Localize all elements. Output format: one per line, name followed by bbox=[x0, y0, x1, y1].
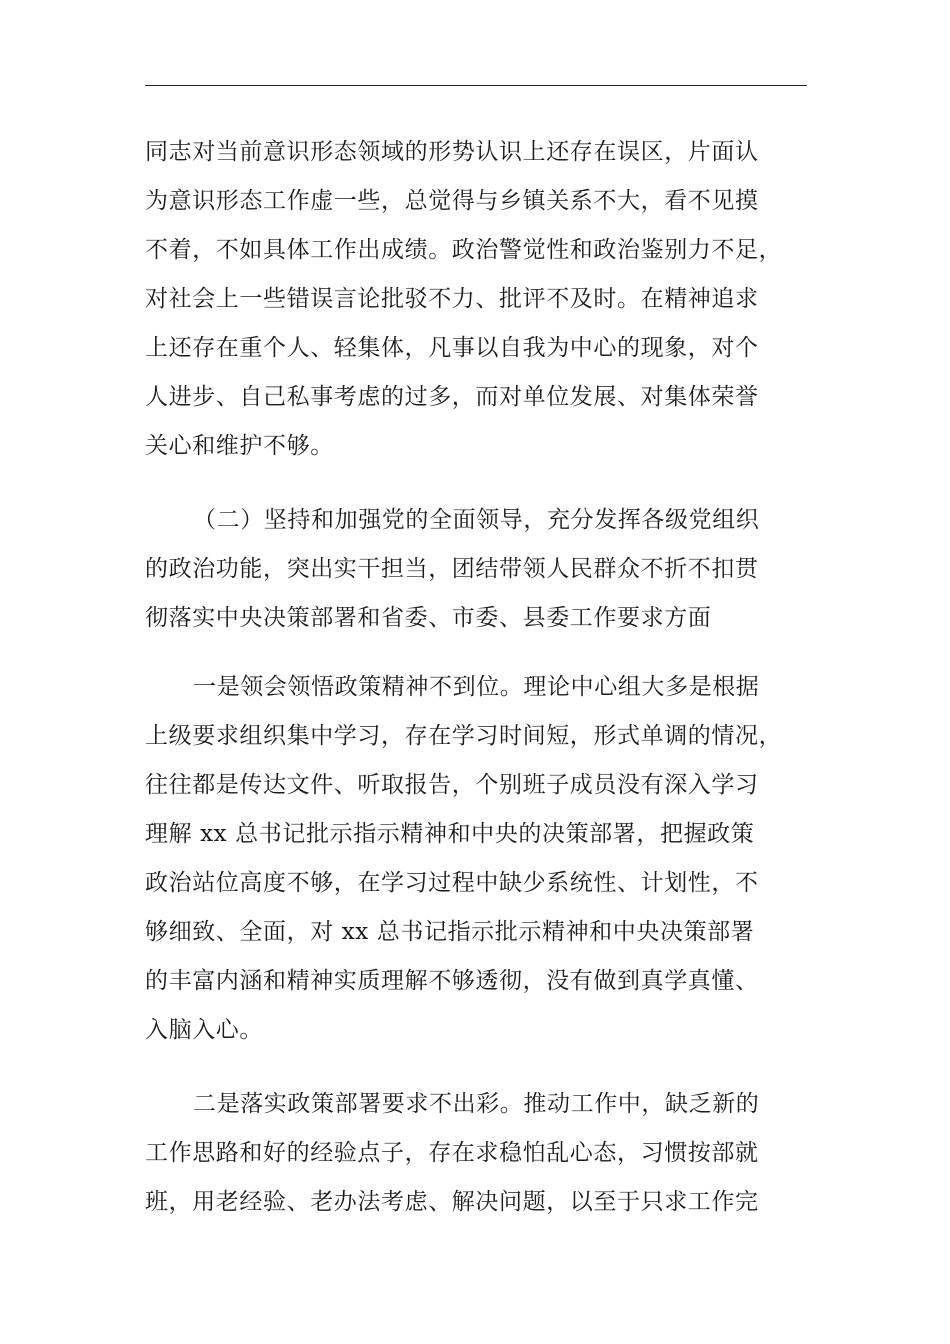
header-rule bbox=[145, 85, 807, 86]
text-line: 关心和维护不够。 bbox=[145, 433, 334, 459]
text-line: 不着，不如具体工作出成绩。政治警觉性和政治鉴别力不足， bbox=[145, 237, 783, 263]
text-line: 的丰富内涵和精神实质理解不够透彻，没有做到真学真懂、 bbox=[145, 968, 759, 994]
text-line: 往往都是传达文件、听取报告，个别班子成员没有深入学习 bbox=[145, 772, 759, 798]
text-line: 班，用老经验、老办法考虑、解决问题，以至于只求工作完 bbox=[145, 1189, 759, 1215]
text-line: 为意识形态工作虚一些，总觉得与乡镇关系不大，看不见摸 bbox=[145, 188, 759, 214]
text-line: 政治站位高度不够，在学习过程中缺少系统性、计划性，不 bbox=[145, 870, 759, 896]
text-line: 同志对当前意识形态领域的形势认识上还存在误区，片面认 bbox=[145, 139, 759, 165]
text-line: 工作思路和好的经验点子，存在求稳怕乱心态，习惯按部就 bbox=[145, 1140, 759, 1166]
document-body bbox=[145, 128, 807, 1227]
paragraph-spacer bbox=[145, 643, 807, 663]
paragraph-spacer bbox=[145, 1055, 807, 1080]
section-heading-paragraph bbox=[145, 496, 807, 643]
text-line: 对社会上一些错误言论批驳不力、批评不及时。在精神追求 bbox=[145, 286, 759, 312]
text-line: 一是领会领悟政策精神不到位。理论中心组大多是根据 bbox=[193, 674, 760, 700]
text-line: 理解 xx 总书记批示指示精神和中央的决策部署，把握政策 bbox=[145, 821, 755, 847]
paragraph-spacer bbox=[145, 471, 807, 496]
text-line: 二是落实政策部署要求不出彩。推动工作中，缺乏新的 bbox=[193, 1091, 760, 1117]
text-line: 上级要求组织集中学习，存在学习时间短，形式单调的情况， bbox=[145, 723, 783, 749]
paragraph-continuation bbox=[145, 128, 807, 471]
paragraph bbox=[145, 663, 807, 1055]
text-line: 彻落实中央决策部署和省委、市委、县委工作要求方面 bbox=[145, 605, 712, 631]
text-line: 入脑入心。 bbox=[145, 1017, 263, 1043]
text-line: 上还存在重个人、轻集体，凡事以自我为中心的现象，对个 bbox=[145, 335, 759, 361]
paragraph bbox=[145, 1080, 807, 1227]
text-line: 够细致、全面，对 xx 总书记指示批示精神和中央决策部署 bbox=[145, 919, 755, 945]
text-line: 人进步、自己私事考虑的过多，而对单位发展、对集体荣誉 bbox=[145, 384, 759, 410]
text-line: 的政治功能，突出实干担当，团结带领人民群众不折不扣贯 bbox=[145, 556, 759, 582]
text-line: （二）坚持和加强党的全面领导，充分发挥各级党组织 bbox=[193, 507, 760, 533]
